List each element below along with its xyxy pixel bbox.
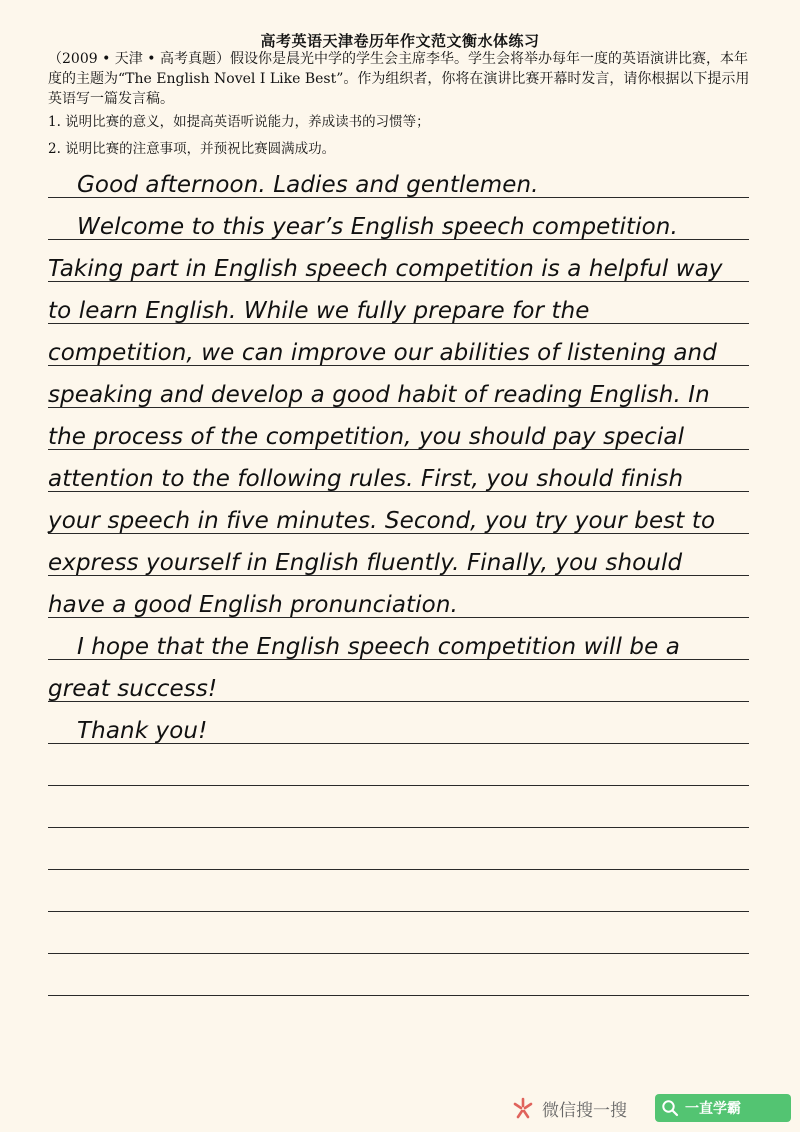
essay-line: your speech in five minutes. Second, you try your best to — [48, 508, 716, 534]
essay-line: Good afternoon. Ladies and gentlemen. — [77, 172, 539, 198]
requirement-1: 1. 说明比赛的意义，如提高英语听说能力，养成读书的习惯等； — [48, 114, 430, 130]
essay-line: Thank you! — [77, 718, 208, 744]
essay-line: I hope that the English speech competition will be a — [77, 634, 680, 660]
ruled-line — [48, 995, 749, 996]
essay-line: have a good English pronunciation. — [48, 592, 458, 618]
wechat-search-text: 微信搜一搜 — [542, 1100, 627, 1121]
ruled-line — [48, 827, 749, 828]
essay-line: attention to the following rules. First, you should finish — [48, 466, 684, 492]
wechat-search-logo-icon — [510, 1095, 536, 1121]
magnifier-icon — [661, 1099, 679, 1117]
ruled-line — [48, 785, 749, 786]
essay-line: Taking part in English speech competition is a helpful way — [48, 256, 723, 282]
essay-line: Welcome to this year’s English speech competition. — [77, 214, 678, 240]
page-title: 高考英语天津卷历年作文范文衡水体练习 — [260, 32, 540, 50]
requirement-2: 2. 说明比赛的注意事项，并预祝比赛圆满成功。 — [48, 141, 336, 157]
prompt-intro: （2009 • 天津 • 高考真题）假设你是晨光中学的学生会主席李华。学生会将举办每年一度的英语演讲比赛，本年度的主题为“The English Novel I Like Best”。作为组织者，你将在演讲比赛开幕时发言，请你根据以下提示用英语写一篇发言稿。 — [48, 51, 750, 107]
essay-line: speaking and develop a good habit of reading English. In — [48, 382, 710, 408]
essay-line: to learn English. While we fully prepare for the — [48, 298, 590, 324]
wechat-search-footer[interactable] — [510, 1094, 639, 1122]
essay-line: great success! — [48, 676, 218, 702]
ruled-line — [48, 911, 749, 912]
search-label: 一直学霸 — [685, 1101, 741, 1117]
ruled-line — [48, 869, 749, 870]
essay-line: the process of the competition, you should pay special — [48, 424, 685, 450]
essay-line: express yourself in English fluently. Finally, you should — [48, 550, 683, 576]
essay-line: competition, we can improve our abilities of listening and — [48, 340, 717, 366]
ruled-line — [48, 953, 749, 954]
search-button[interactable] — [655, 1094, 791, 1122]
